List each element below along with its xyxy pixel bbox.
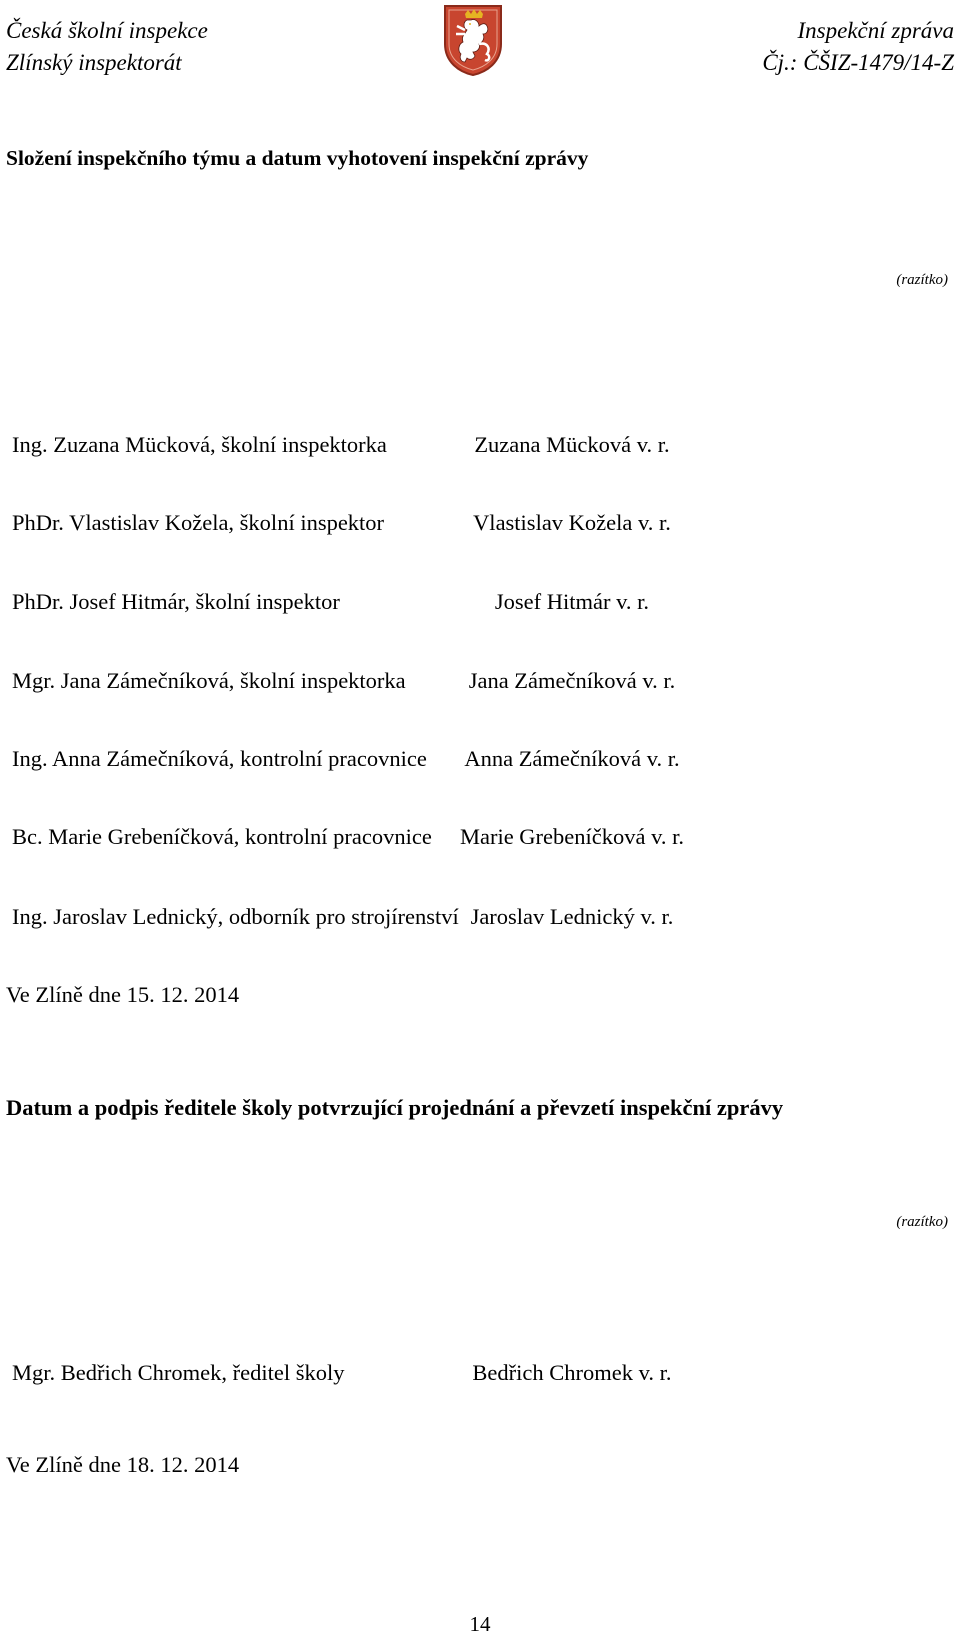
section-heading-director: Datum a podpis ředitele školy potvrzující projednání a převzetí inspekční zprávy xyxy=(6,1095,784,1120)
page-number: 14 xyxy=(469,1612,491,1636)
team-member-signature: Zuzana Mücková v. r. xyxy=(474,432,670,457)
inspectorate-name: Zlínský inspektorát xyxy=(6,50,182,75)
document-type: Inspekční zpráva xyxy=(797,18,954,43)
signature-row xyxy=(0,1360,960,1390)
stamp-placeholder: (razítko) xyxy=(896,1214,948,1230)
section-heading-team: Složení inspekčního týmu a datum vyhotovení inspekční zprávy xyxy=(6,146,589,170)
stamp-placeholder: (razítko) xyxy=(896,272,948,288)
reference-number: Čj.: ČŠIZ-1479/14-Z xyxy=(762,50,954,75)
institution-name: Česká školní inspekce xyxy=(6,18,208,43)
header-left xyxy=(6,15,208,79)
team-member-name: Ing. Anna Zámečníková, kontrolní pracovnice xyxy=(12,746,427,771)
signature-row xyxy=(0,746,960,776)
team-member-signature: Vlastislav Kožela v. r. xyxy=(473,510,671,535)
report-date: Ve Zlíně dne 15. 12. 2014 xyxy=(6,982,240,1007)
signature-row xyxy=(0,904,960,934)
signature-row xyxy=(0,824,960,854)
signature-row xyxy=(0,668,960,698)
team-member-name: PhDr. Josef Hitmár, školní inspektor xyxy=(12,589,340,614)
team-member-name: Ing. Jaroslav Lednický, odborník pro strojírenství xyxy=(12,904,459,929)
signature-row xyxy=(0,432,960,462)
team-member-signature: Josef Hitmár v. r. xyxy=(494,589,650,614)
team-member-signature: Anna Zámečníková v. r. xyxy=(464,746,680,771)
team-member-name: Bc. Marie Grebeníčková, kontrolní pracovnice xyxy=(12,824,432,849)
team-member-signature: Marie Grebeníčková v. r. xyxy=(459,824,685,849)
signature-row xyxy=(0,589,960,619)
director-name: Mgr. Bedřich Chromek, ředitel školy xyxy=(12,1360,345,1385)
team-member-name: Mgr. Jana Zámečníková, školní inspektorka xyxy=(12,668,406,693)
signature-row xyxy=(0,510,960,540)
team-member-signature: Jaroslav Lednický v. r. xyxy=(470,904,674,929)
director-signature: Bedřich Chromek v. r. xyxy=(472,1360,672,1385)
acceptance-date: Ve Zlíně dne 18. 12. 2014 xyxy=(6,1452,240,1477)
team-member-name: PhDr. Vlastislav Kožela, školní inspektor xyxy=(12,510,385,535)
header-right xyxy=(762,15,954,79)
team-member-name: Ing. Zuzana Mücková, školní inspektorka xyxy=(12,432,387,457)
team-member-signature: Jana Zámečníková v. r. xyxy=(468,668,676,693)
coat-of-arms-icon xyxy=(443,4,503,76)
